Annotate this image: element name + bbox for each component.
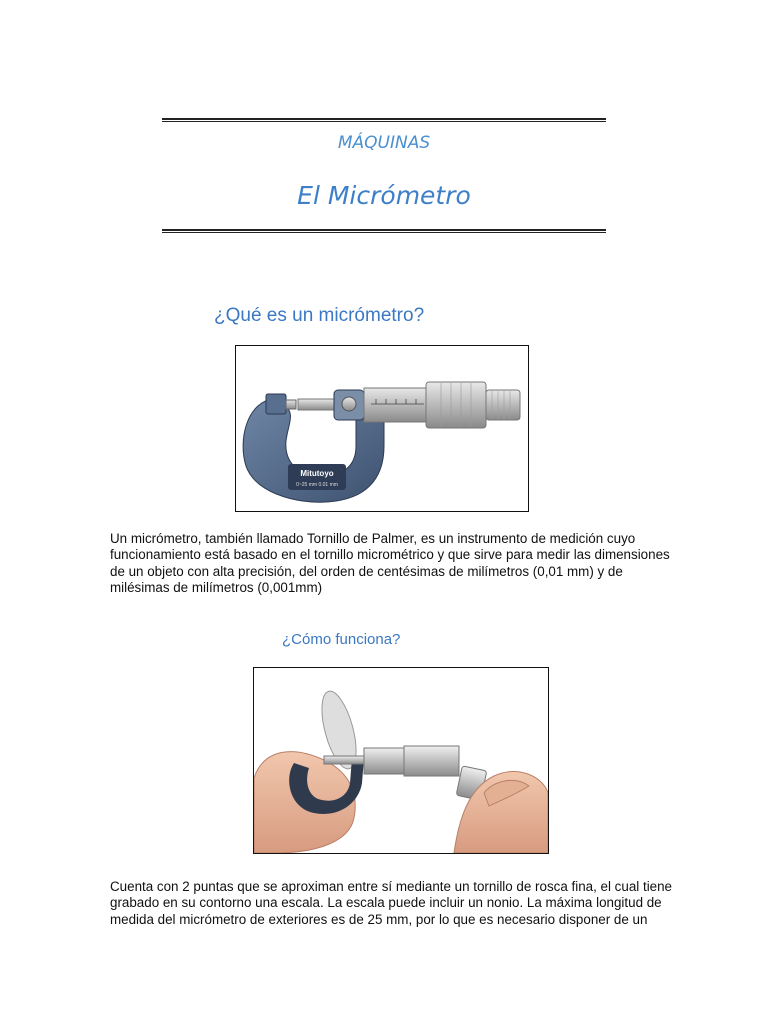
section-heading-what: ¿Qué es un micrómetro?: [214, 305, 425, 326]
micrometer-in-hands-image: [253, 667, 549, 854]
section-heading-how: ¿Cómo funciona?: [282, 631, 401, 648]
paragraph-definition: Un micrómetro, también llamado Tornillo de Palmer, es un instrumento de medición cuyo funcionamiento está basado en el tornillo micrométrico y que sirve para medir las dimensiones de un objeto con alta precisión, del orden de centésimas de milímetros (0,01 mm) y de milésimas de milímetros (0,001mm): [110, 531, 670, 595]
micrometer-scale-label: 0~25 mm 0.01 mm: [296, 482, 338, 488]
top-rule: [162, 118, 606, 122]
bottom-rule: [162, 229, 606, 233]
paragraph-how-it-works: Cuenta con 2 puntas que se aproximan entre sí mediante un tornillo de rosca fina, el cual tiene grabado en su contorno una escala. La escala puede incluir un nonio. La máxima longitud de medida del micrómetro de exteriores es de 25 mm, por lo que es necesario disponer de un: [110, 879, 673, 927]
page-subtitle: MÁQUINAS: [337, 133, 431, 153]
page-title: El Micrómetro: [297, 181, 471, 210]
micrometer-brand-label: Mitutoyo: [300, 469, 334, 478]
micrometer-image: [235, 345, 529, 512]
